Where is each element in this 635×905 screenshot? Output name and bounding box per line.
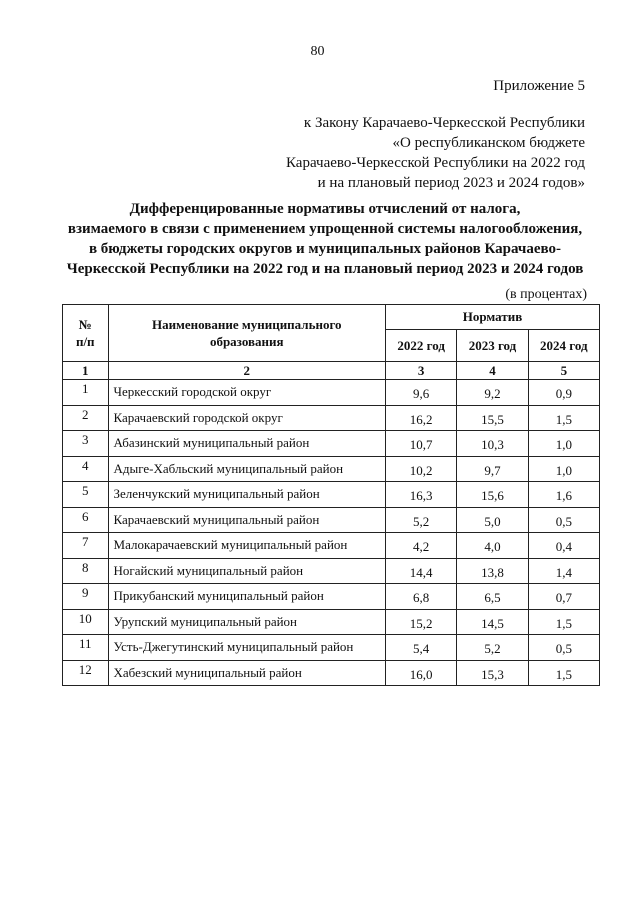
table-row [63, 609, 600, 635]
row-number: 4 [63, 456, 109, 482]
value-2023: 4,0 [457, 533, 528, 559]
norms-table [62, 304, 600, 686]
value-2023: 15,6 [457, 482, 528, 508]
row-number: 6 [63, 507, 109, 533]
table-row [63, 660, 600, 686]
row-name: Черкесский городской округ [108, 380, 385, 406]
table-row [63, 380, 600, 406]
row-number: 8 [63, 558, 109, 584]
value-2022: 5,2 [385, 507, 456, 533]
table-row [63, 456, 600, 482]
law-line: Карачаево-Черкесской Республики на 2022 год [286, 155, 585, 171]
value-2022: 9,6 [385, 380, 456, 406]
row-number: 9 [63, 584, 109, 610]
value-2024: 1,4 [528, 558, 599, 584]
law-line: и на плановый период 2023 и 2024 годов» [317, 175, 585, 191]
row-number: 2 [63, 405, 109, 431]
column-number: 2 [108, 362, 385, 380]
title-line: Дифференцированные нормативы отчислений от налога, [129, 201, 521, 217]
value-2022: 6,8 [385, 584, 456, 610]
title-line: взимаемого в связи с применением упрощенной системы налогообложения, [67, 221, 583, 237]
value-2024: 1,5 [528, 660, 599, 686]
value-2023: 5,0 [457, 507, 528, 533]
value-2024: 1,6 [528, 482, 599, 508]
row-name: Усть-Джегутинский муниципальный район [108, 635, 385, 661]
value-2024: 0,4 [528, 533, 599, 559]
value-2024: 0,5 [528, 635, 599, 661]
value-2022: 15,2 [385, 609, 456, 635]
row-number: 1 [63, 380, 109, 406]
value-2022: 16,3 [385, 482, 456, 508]
row-name: Хабезский муниципальный район [108, 660, 385, 686]
value-2022: 10,7 [385, 431, 456, 457]
table-row [63, 482, 600, 508]
page-number: 80 [310, 44, 325, 59]
row-name: Малокарачаевский муниципальный район [108, 533, 385, 559]
row-name: Адыге-Хабльский муниципальный район [108, 456, 385, 482]
column-numbers-row [63, 362, 600, 380]
value-2022: 16,0 [385, 660, 456, 686]
row-name: Карачаевский муниципальный район [108, 507, 385, 533]
value-2022: 4,2 [385, 533, 456, 559]
header-year-2024: 2024 год [528, 330, 599, 362]
law-reference [286, 113, 585, 193]
document-title [40, 199, 610, 279]
law-line: «О республиканском бюджете [392, 135, 585, 151]
value-2024: 0,9 [528, 380, 599, 406]
column-number: 3 [385, 362, 456, 380]
value-2023: 9,7 [457, 456, 528, 482]
row-number: 11 [63, 635, 109, 661]
table-body [63, 380, 600, 686]
row-name: Прикубанский муниципальный район [108, 584, 385, 610]
table-row [63, 584, 600, 610]
value-2022: 14,4 [385, 558, 456, 584]
value-2023: 9,2 [457, 380, 528, 406]
column-number: 4 [457, 362, 528, 380]
value-2024: 1,5 [528, 609, 599, 635]
value-2022: 5,4 [385, 635, 456, 661]
table-row [63, 507, 600, 533]
header-year-2023: 2023 год [457, 330, 528, 362]
row-name: Урупский муниципальный район [108, 609, 385, 635]
value-2023: 5,2 [457, 635, 528, 661]
value-2024: 1,5 [528, 405, 599, 431]
row-name: Ногайский муниципальный район [108, 558, 385, 584]
row-number: 5 [63, 482, 109, 508]
row-number: 12 [63, 660, 109, 686]
value-2024: 1,0 [528, 431, 599, 457]
value-2023: 13,8 [457, 558, 528, 584]
header-name-line: Наименование муниципального [151, 317, 342, 332]
units-note: (в процентах) [505, 287, 587, 302]
header-number [63, 305, 109, 362]
value-2024: 1,0 [528, 456, 599, 482]
value-2024: 0,5 [528, 507, 599, 533]
table-row [63, 405, 600, 431]
row-name: Карачаевский городской округ [108, 405, 385, 431]
appendix-label: Приложение 5 [493, 78, 585, 94]
header-name-line: образования [209, 334, 284, 349]
value-2023: 10,3 [457, 431, 528, 457]
row-number: 7 [63, 533, 109, 559]
value-2024: 0,7 [528, 584, 599, 610]
row-name: Зеленчукский муниципальный район [108, 482, 385, 508]
header-number-line: № [78, 317, 92, 332]
table-row [63, 431, 600, 457]
header-year-2022: 2022 год [385, 330, 456, 362]
row-name: Абазинский муниципальный район [108, 431, 385, 457]
value-2022: 10,2 [385, 456, 456, 482]
title-line: в бюджеты городских округов и муниципальных районов Карачаево- [88, 241, 562, 257]
column-number: 1 [63, 362, 109, 380]
header-norm: Норматив [385, 305, 599, 330]
column-number: 5 [528, 362, 599, 380]
title-line: Черкесской Республики на 2022 год и на плановый период 2023 и 2024 годов [66, 261, 584, 277]
value-2023: 6,5 [457, 584, 528, 610]
value-2022: 16,2 [385, 405, 456, 431]
table-row [63, 533, 600, 559]
header-number-line: п/п [75, 334, 95, 349]
row-number: 3 [63, 431, 109, 457]
law-line: к Закону Карачаево-Черкесской Республики [303, 115, 585, 131]
value-2023: 14,5 [457, 609, 528, 635]
table-row [63, 558, 600, 584]
value-2023: 15,3 [457, 660, 528, 686]
value-2023: 15,5 [457, 405, 528, 431]
header-name [108, 305, 385, 362]
table-row [63, 635, 600, 661]
row-number: 10 [63, 609, 109, 635]
